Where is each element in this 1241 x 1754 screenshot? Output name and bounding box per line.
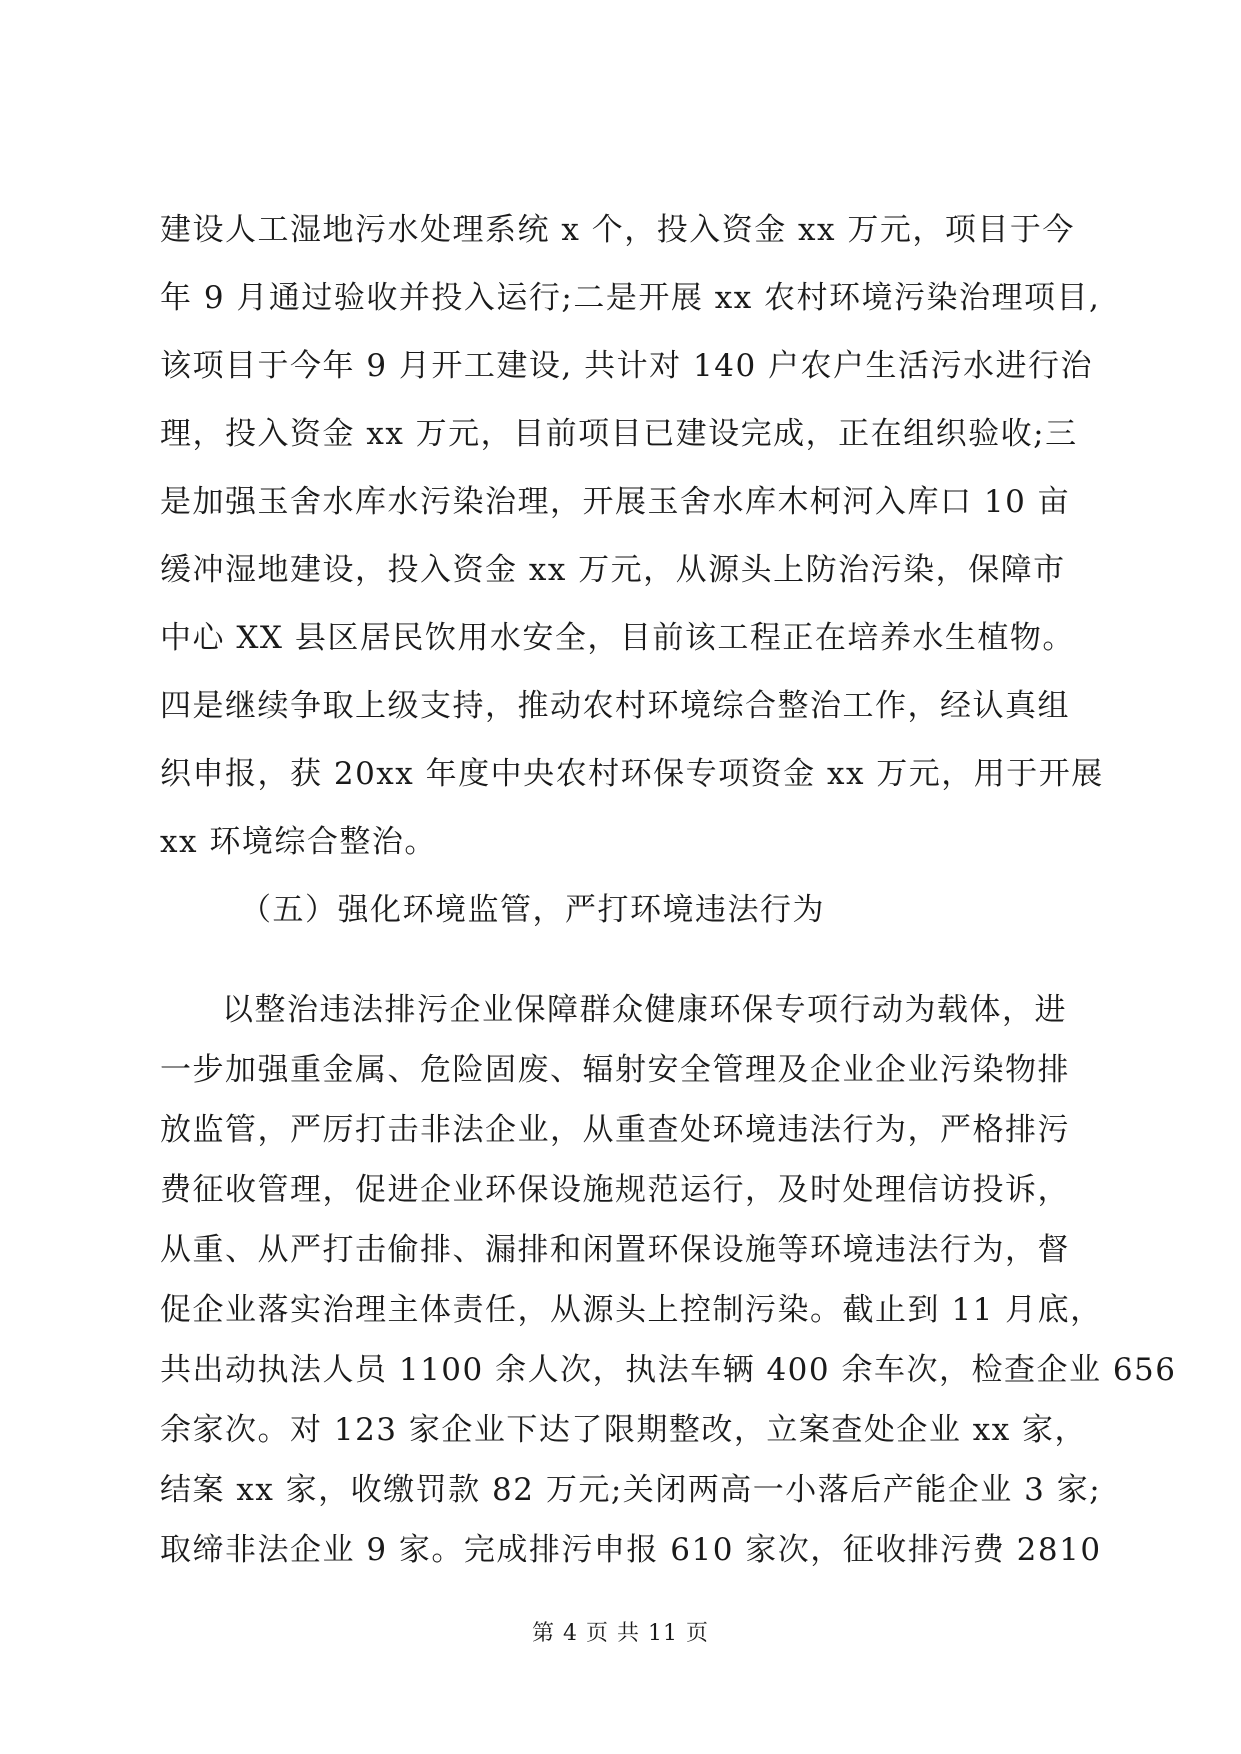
text-line: 余家次。对 123 家企业下达了限期整改，立案查处企业 xx 家， (160, 1412, 1088, 1448)
text-line: 是加强玉舍水库水污染治理，开展玉舍水库木柯河入库口 10 亩 (160, 484, 1071, 520)
text-line: 该项目于今年 9 月开工建设, 共计对 140 户农户生活污水进行治 (160, 348, 1094, 384)
text-line: 结案 xx 家，收缴罚款 82 万元;关闭两高一小落后产能企业 3 家; (160, 1472, 1102, 1508)
text-line: 取缔非法企业 9 家。完成排污申报 610 家次，征收排污费 2810 (160, 1532, 1102, 1568)
text-line: 理，投入资金 xx 万元，目前项目已建设完成，正在组织验收;三 (160, 416, 1078, 452)
text-line: 缓冲湿地建设，投入资金 xx 万元，从源头上防治污染，保障市 (160, 552, 1066, 588)
text-line: 以整治违法排污企业保障群众健康环保专项行动为载体，进 (222, 992, 1067, 1028)
text-line: 建设人工湿地污水处理系统 x 个，投入资金 xx 万元，项目于今 (160, 212, 1075, 248)
text-line: 共出动执法人员 1100 余人次，执法车辆 400 余车次，检查企业 656 (160, 1352, 1177, 1388)
text-line: 促企业落实治理主体责任，从源头上控制污染。截止到 11 月底， (160, 1292, 1103, 1328)
text-line: xx 环境综合整治。 (160, 824, 437, 860)
text-line: 四是继续争取上级支持，推动农村环境综合整治工作，经认真组 (160, 688, 1070, 724)
text-line: 中心 XX 县区居民饮用水安全，目前该工程正在培养水生植物。 (160, 620, 1075, 656)
text-line: 费征收管理，促进企业环保设施规范运行，及时处理信访投诉， (160, 1172, 1070, 1208)
text-line: 放监管，严厉打击非法企业，从重查处环境违法行为，严格排污 (160, 1112, 1070, 1148)
page-footer: 第 4 页 共 11 页 (532, 1621, 709, 1646)
text-line: 织申报，获 20xx 年度中央农村环保专项资金 xx 万元，用于开展 (160, 756, 1104, 792)
text-line: 从重、从严打击偷排、漏排和闲置环保设施等环境违法行为，督 (160, 1232, 1070, 1268)
text-line: 一步加强重金属、危险固废、辐射安全管理及企业企业污染物排 (160, 1052, 1070, 1088)
text-line: 年 9 月通过验收并投入运行;二是开展 xx 农村环境污染治理项目, (160, 280, 1101, 316)
section-heading: （五）强化环境监管，严打环境违法行为 (240, 892, 825, 928)
